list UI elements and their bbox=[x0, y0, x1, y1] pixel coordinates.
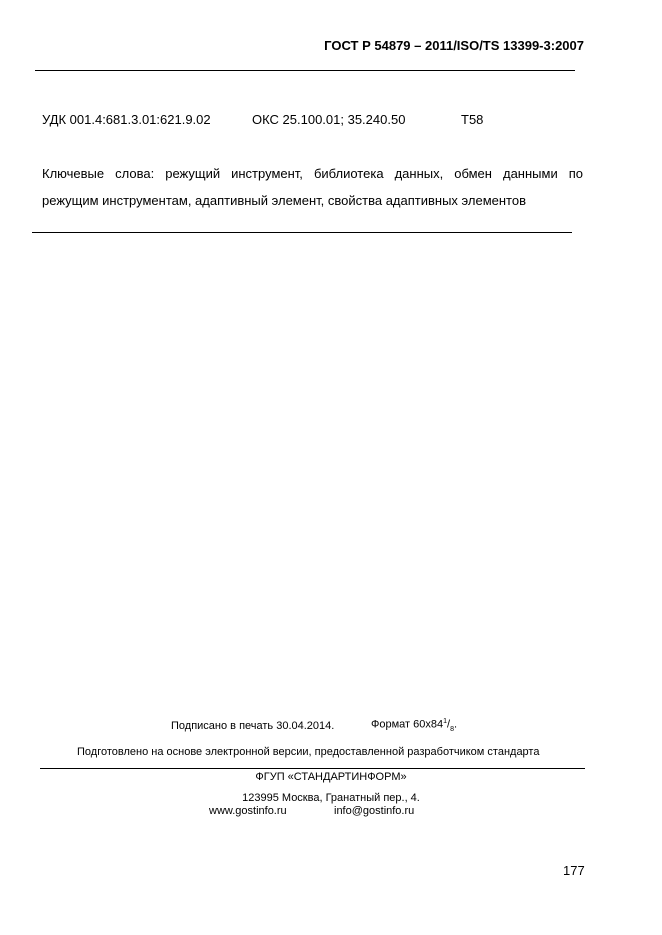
publisher-website[interactable]: www.gostinfo.ru bbox=[209, 805, 287, 817]
publisher-name: ФГУП «СТАНДАРТИНФОРМ» bbox=[255, 771, 407, 783]
oks-code: ОКС 25.100.01; 35.240.50 bbox=[252, 112, 406, 127]
prepared-note: Подготовлено на основе электронной версии, предоставленной разработчиком стандарта bbox=[77, 746, 540, 758]
udk-code: УДК 001.4:681.3.01:621.9.02 bbox=[42, 112, 211, 127]
classification-code: Т58 bbox=[461, 112, 484, 127]
signed-for-print: Подписано в печать 30.04.2014. bbox=[171, 720, 335, 732]
paper-format: Формат $60х84^1/_8$. bbox=[371, 718, 458, 733]
publisher-email[interactable]: info@gostinfo.ru bbox=[334, 805, 415, 817]
paper-format-numerator: 1 bbox=[443, 718, 448, 725]
header-divider bbox=[35, 70, 575, 71]
paper-format-suffix: . bbox=[453, 718, 458, 731]
keywords-divider bbox=[32, 232, 572, 233]
paper-format-prefix: Формат 60х84 bbox=[371, 718, 444, 731]
keywords-block bbox=[42, 160, 583, 214]
page-number: 177 bbox=[563, 863, 585, 878]
document-header: ГОСТ Р 54879 – 2011/ISO/TS 13399-3:2007 bbox=[324, 38, 584, 53]
publisher-address: 123995 Москва, Гранатный пер., 4. bbox=[242, 792, 420, 804]
keywords-line-1: Ключевые слова: режущий инструмент, библиотека данных, обмен данными по bbox=[42, 166, 583, 181]
imprint-divider bbox=[40, 768, 585, 769]
keywords-line-2: режущим инструментам, адаптивный элемент, свойства адаптивных элементов bbox=[42, 193, 526, 208]
paper-format-denominator: 8 bbox=[450, 725, 454, 733]
